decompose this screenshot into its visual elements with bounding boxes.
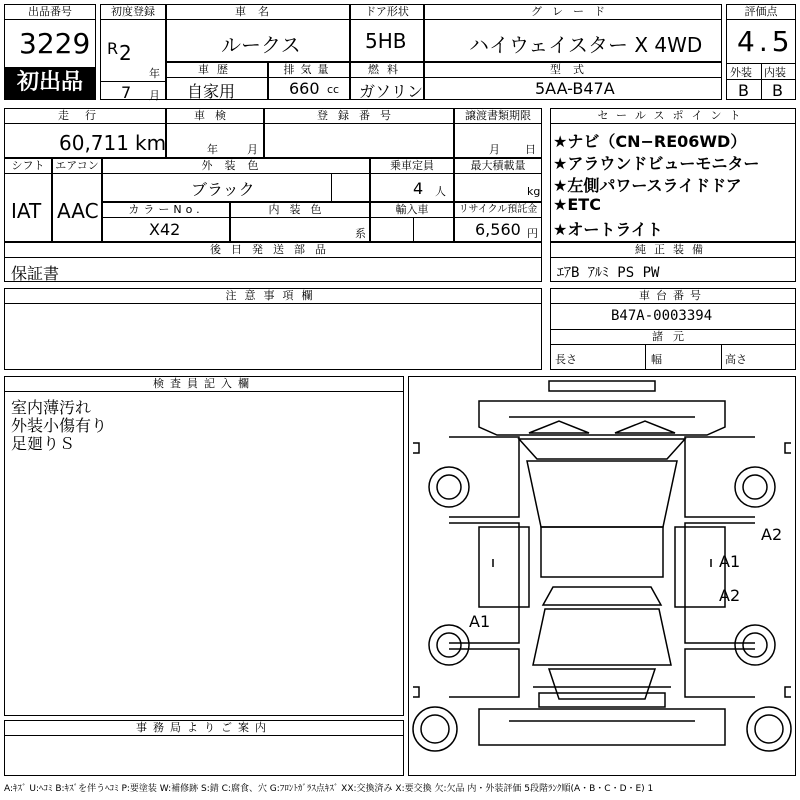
month-unit: 月 (149, 89, 160, 102)
capacity-unit: 人 (435, 185, 446, 198)
sales-point-item: ★ナビ（CN−RE06WD） (553, 132, 747, 151)
history-cell (166, 62, 268, 100)
interior-label: 内装 (764, 66, 786, 79)
first-reg-year: 2 (119, 41, 132, 65)
color-no-cell (102, 202, 230, 242)
history: 自家用 (187, 82, 236, 101)
grade: ハイウェイスター X 4WD (469, 33, 703, 57)
deferred-parts-label: 後日発送部品 (5, 243, 541, 258)
recycle-unit: 円 (527, 227, 538, 240)
shift-label: シフト (5, 159, 51, 174)
transfer-deadline-label: 譲渡書類期限 (455, 109, 541, 124)
model: 5AA-B47A (535, 79, 615, 98)
door-type: 5HB (365, 29, 407, 53)
grade-cell (424, 4, 722, 62)
damage-legend: A:ｷｽﾞ U:ﾍｺﾐ B:ｷｽﾞを伴うﾍｺﾐ P:要塗装 W:補修跡 S:錆 C:腐食、穴 G:ﾌﾛﾝﾄｶﾞﾗｽ点ｷｽﾞ XX:交換済み X:要交換 欠:欠品 内・外装評価 5段階ﾗﾝｸ順(A・B・C・D・E) 1 (4, 784, 654, 794)
lot-number: 3229 (19, 27, 91, 60)
displacement-unit: cc (327, 83, 340, 96)
door-type-label: ドア形状 (351, 5, 423, 20)
sales-points-cell (550, 108, 796, 242)
inspection-cell (166, 108, 264, 158)
inspector-note: 外装小傷有り (11, 416, 108, 435)
first-registration-label: 初度登録 (101, 5, 165, 20)
inspector-note: 室内薄汚れ (11, 398, 92, 417)
inspection-year-unit: 年 (207, 143, 218, 156)
inspector-label: 検査員記入欄 (5, 377, 403, 392)
sales-point-item: ★左側パワースライドドア (553, 176, 742, 195)
reg-number-label: 登録番号 (265, 109, 453, 124)
reg-number-cell (264, 108, 454, 158)
color-no-label: カラーNo. (103, 203, 229, 218)
score-cell (726, 4, 796, 100)
model-label: 型式 (425, 63, 721, 78)
interior-grade: B (772, 81, 783, 100)
transfer-day-unit: 日 (525, 143, 536, 156)
exterior-label: 外装 (730, 66, 752, 79)
mileage-label: 走行 (5, 109, 165, 124)
ext-color: ブラック (191, 180, 255, 199)
mileage: 60,711 (59, 131, 129, 155)
color-no: X42 (149, 220, 181, 239)
inspector-cell (4, 376, 404, 716)
sales-point-item: ★オートライト (553, 220, 663, 239)
displacement-label: 排気量 (269, 63, 349, 78)
capacity-label: 乗車定員 (371, 159, 453, 174)
car-diagram (408, 376, 796, 776)
damage-mark-A1-left-rear: A1 (469, 612, 491, 631)
sales-point-item: ★ETC (553, 195, 601, 214)
displacement-cell (268, 62, 350, 100)
inspector-note: 足廻りＳ (11, 434, 76, 453)
office-cell (4, 720, 404, 776)
transfer-month-unit: 月 (489, 143, 500, 156)
notes-cell (4, 288, 542, 370)
damage-mark-A2-right-rear-door: A2 (719, 586, 741, 605)
score: 4.5 (737, 25, 794, 58)
recycle: 6,560 (475, 220, 521, 239)
mileage-unit: km (135, 131, 167, 155)
model-cell (424, 62, 722, 100)
capacity-cell (370, 158, 454, 202)
mileage-cell (4, 108, 166, 158)
chassis-label: 車台番号 (551, 289, 795, 304)
import-cell (370, 202, 454, 242)
max-load-cell (454, 158, 542, 202)
grade-label: グレード (425, 5, 721, 20)
max-load-unit: kg (527, 185, 541, 198)
exterior-grade: B (738, 81, 749, 100)
ext-color-label: 外装色 (103, 159, 369, 174)
fuel-label: 燃料 (351, 63, 423, 78)
fuel: ガソリン (359, 82, 424, 101)
recycle-label: リサイクル預託金 (455, 203, 541, 218)
era-prefix: R (107, 39, 119, 58)
damage-mark-A1-right-door: A1 (719, 552, 741, 571)
aircon-label: エアコン (53, 159, 101, 174)
equipment-cell (550, 242, 796, 282)
chassis-cell (550, 288, 796, 370)
score-label: 評価点 (727, 5, 795, 20)
inspection-label: 車検 (167, 109, 263, 124)
first-reg-month: 7 (121, 83, 132, 102)
car-name: ルークス (221, 33, 301, 57)
sales-point-item: ★アラウンドビューモニター (553, 154, 760, 173)
deferred-parts-cell (4, 242, 542, 282)
lot-number-label: 出品番号 (5, 5, 95, 20)
notes-label: 注意事項欄 (5, 289, 541, 304)
car-name-label: 車名 (167, 5, 349, 20)
import-label: 輸入車 (371, 203, 453, 218)
int-color-label: 内装色 (231, 203, 369, 218)
width-label: 幅 (651, 353, 662, 366)
ext-color-cell (102, 158, 370, 202)
int-color-suffix: 系 (355, 227, 366, 240)
door-type-cell (350, 4, 424, 62)
damage-mark-A2-right-fender: A2 (761, 525, 783, 544)
aircon-cell (52, 158, 102, 242)
chassis-number: B47A-0003394 (611, 308, 713, 324)
recycle-cell (454, 202, 542, 242)
history-label: 車歴 (167, 63, 267, 78)
year-unit: 年 (149, 67, 160, 80)
equipment-label: 純正装備 (551, 243, 795, 258)
dims-label: 諸元 (551, 329, 795, 345)
first-listing-badge: 初出品 (5, 67, 95, 99)
int-color-cell (230, 202, 370, 242)
height-label: 高さ (725, 353, 747, 366)
shift-cell (4, 158, 52, 242)
sales-points-label: セールスポイント (551, 109, 795, 124)
car-outline (409, 377, 795, 775)
shift: IAT (11, 199, 42, 223)
max-load-label: 最大積載量 (455, 159, 541, 174)
inspection-month-unit: 月 (247, 143, 258, 156)
displacement: 660 (289, 79, 320, 98)
deferred-parts: 保証書 (11, 264, 60, 283)
aircon: AAC (57, 199, 99, 223)
fuel-cell (350, 62, 424, 100)
length-label: 長さ (555, 353, 577, 366)
capacity: 4 (413, 179, 424, 198)
car-name-cell (166, 4, 350, 62)
office-label: 事務局よりご案内 (5, 721, 403, 736)
transfer-deadline-cell (454, 108, 542, 158)
first-registration-cell (100, 4, 166, 100)
equipment: ｴｱB ｱﾙﾐ PS PW (557, 265, 660, 281)
lot-number-cell (4, 4, 96, 100)
